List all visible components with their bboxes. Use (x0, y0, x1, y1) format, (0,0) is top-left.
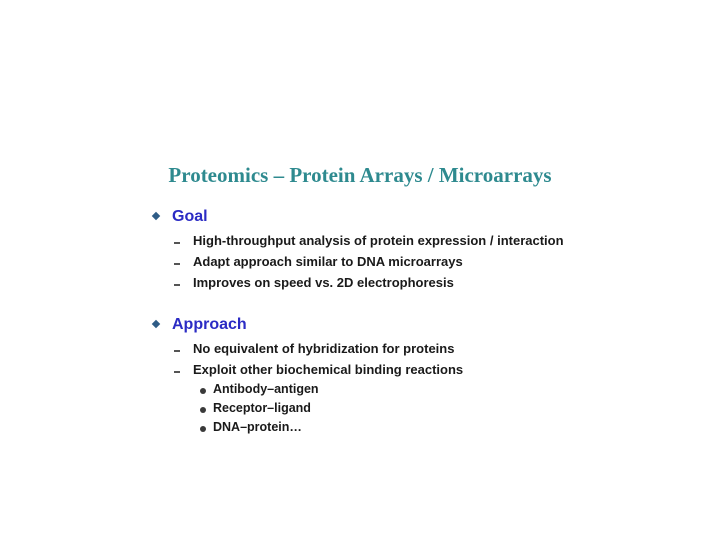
diamond-bullet-icon (152, 212, 160, 220)
list-item-text: No equivalent of hybridization for proteins (193, 341, 455, 356)
dash-bullet-icon (174, 350, 180, 352)
dash-bullet-icon (174, 263, 180, 265)
section-heading: Approach (172, 316, 247, 333)
dot-bullet-icon (200, 388, 206, 394)
sub-list-item-text: DNA–protein… (213, 420, 302, 434)
list-item-text: High-throughput analysis of protein expression / interaction (193, 233, 564, 248)
list-item-text: Improves on speed vs. 2D electrophoresis (193, 275, 454, 290)
list-item-text: Exploit other biochemical binding reactions (193, 362, 464, 377)
dash-bullet-icon (174, 284, 180, 286)
dash-bullet-icon (174, 242, 180, 244)
sub-list-item-text: Antibody–antigen (213, 382, 319, 396)
sub-list-item-text: Receptor–ligand (213, 401, 311, 415)
section-heading: Goal (172, 208, 208, 225)
diamond-bullet-icon (152, 320, 160, 328)
list-item-text: Adapt approach similar to DNA microarrays (193, 254, 463, 269)
dash-bullet-icon (174, 371, 180, 373)
dot-bullet-icon (200, 426, 206, 432)
slide-title: Proteomics – Protein Arrays / Microarrays (168, 163, 552, 187)
dot-bullet-icon (200, 407, 206, 413)
